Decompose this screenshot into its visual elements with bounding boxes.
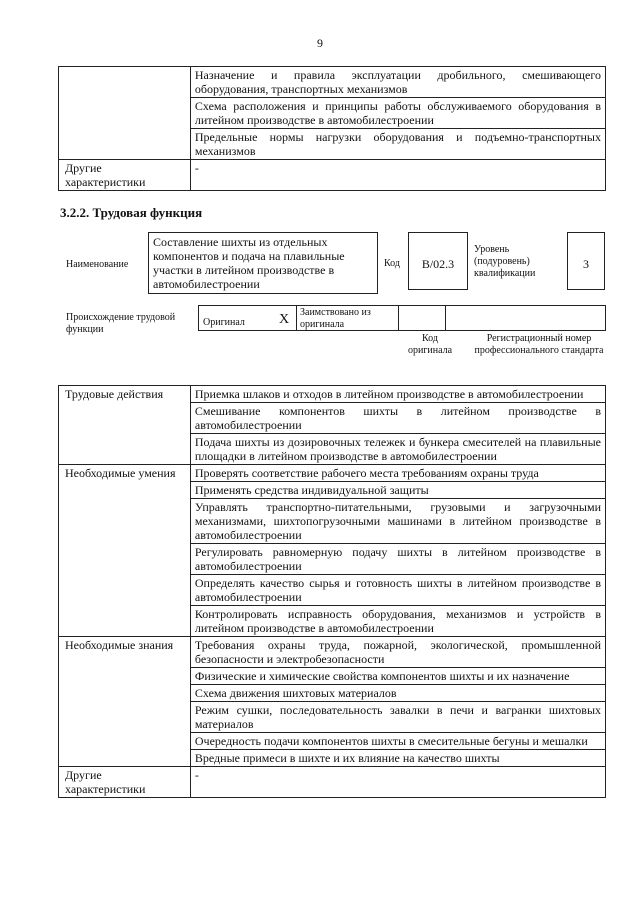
- table-row: [59, 465, 606, 482]
- list-item: Схема движения шихтовых материалов: [190, 685, 605, 702]
- other-characteristics-label: Другие характеристики: [59, 767, 191, 798]
- original-mark: X: [279, 312, 290, 327]
- list-item: Предельные нормы нагрузки оборудования и подъемно-транспортных механизмов: [190, 129, 605, 160]
- other-characteristics-label: Другие характеристики: [59, 160, 191, 191]
- list-item: Требования охраны труда, пожарной, экологической, промышленной безопасности и электробезопасности: [190, 637, 605, 668]
- origin-divider-3: [445, 306, 446, 330]
- reg-caption: Регистрационный номер профессионального стандарта: [474, 333, 604, 356]
- code-value: В/02.3: [421, 257, 455, 271]
- code-label: Код: [384, 258, 400, 269]
- function-name-value: Составление шихты из отдельных компонентов и подача на плавильные участки в литейном производстве в автомобилестроении: [153, 235, 345, 291]
- origin-row: [198, 305, 606, 331]
- origin-divider-1: [296, 306, 297, 330]
- other-characteristics-value: -: [190, 767, 605, 798]
- list-item: Физические и химические свойства компонентов шихты и их назначение: [190, 668, 605, 685]
- top-table: [58, 66, 606, 191]
- list-item: Управлять транспортно-питательными, грузовыми и загрузочными механизмами, шихтопогрузочными машинами в литейном производстве в автомобилестроении: [190, 499, 605, 544]
- code-caption: Код оригинала: [407, 333, 453, 356]
- name-label: Наименование: [66, 259, 129, 270]
- list-item: Приемка шлаков и отходов в литейном производстве в автомобилестроении: [190, 386, 605, 403]
- origin-label: Происхождение трудовой функции: [66, 312, 176, 335]
- list-item: Применять средства индивидуальной защиты: [190, 482, 605, 499]
- skills-label: Необходимые умения: [59, 465, 191, 637]
- level-value: 3: [583, 257, 589, 271]
- other-characteristics-value: -: [190, 160, 605, 191]
- table-row: [59, 67, 606, 98]
- main-table: [58, 385, 606, 798]
- original-label: Оригинал: [203, 317, 245, 328]
- labor-actions-label: Трудовые действия: [59, 386, 191, 465]
- table-row: [59, 386, 606, 403]
- list-item: Очередность подачи компонентов шихты в смесительные бегуны и мешалки: [190, 733, 605, 750]
- table-row: [59, 637, 606, 668]
- level-label: Уровень (подуровень) квалификации: [474, 244, 536, 279]
- list-item: Режим сушки, последовательность завалки в печи и вагранки шихтовых материалов: [190, 702, 605, 733]
- list-item: Смешивание компонентов шихты в литейном производстве в автомобилестроении: [190, 403, 605, 434]
- origin-divider-2: [398, 306, 399, 330]
- list-item: Подача шихты из дозировочных тележек и бункера смесителей на плавильные площадки в литейном производстве в автомобилестроении: [190, 434, 605, 465]
- empty-label-cell: [59, 67, 191, 160]
- list-item: Контролировать исправность оборудования, механизмов и устройств в литейном производстве в автомобилестроении: [190, 606, 605, 637]
- list-item: Определять качество сырья и готовность шихты в литейном производстве в автомобилестроении: [190, 575, 605, 606]
- list-item: Назначение и правила эксплуатации дробильного, смешивающего оборудования, транспортных механизмов: [190, 67, 605, 98]
- list-item: Вредные примеси в шихте и их влияние на качество шихты: [190, 750, 605, 767]
- knowledge-label: Необходимые знания: [59, 637, 191, 767]
- list-item: Регулировать равномерную подачу шихты в литейном производстве в автомобилестроении: [190, 544, 605, 575]
- table-row: [59, 767, 606, 798]
- function-name-box: [148, 232, 378, 294]
- section-heading: 3.2.2. Трудовая функция: [60, 205, 203, 220]
- list-item: Проверять соответствие рабочего места требованиям охраны труда: [190, 465, 605, 482]
- page-number: 9: [317, 36, 323, 50]
- code-box: [408, 232, 468, 290]
- list-item: Схема расположения и принципы работы обслуживаемого оборудования в литейном производстве в автомобилестроении: [190, 98, 605, 129]
- level-box: [567, 232, 605, 290]
- table-row: [59, 160, 606, 191]
- borrowed-label: Заимствовано из оригинала: [300, 307, 371, 330]
